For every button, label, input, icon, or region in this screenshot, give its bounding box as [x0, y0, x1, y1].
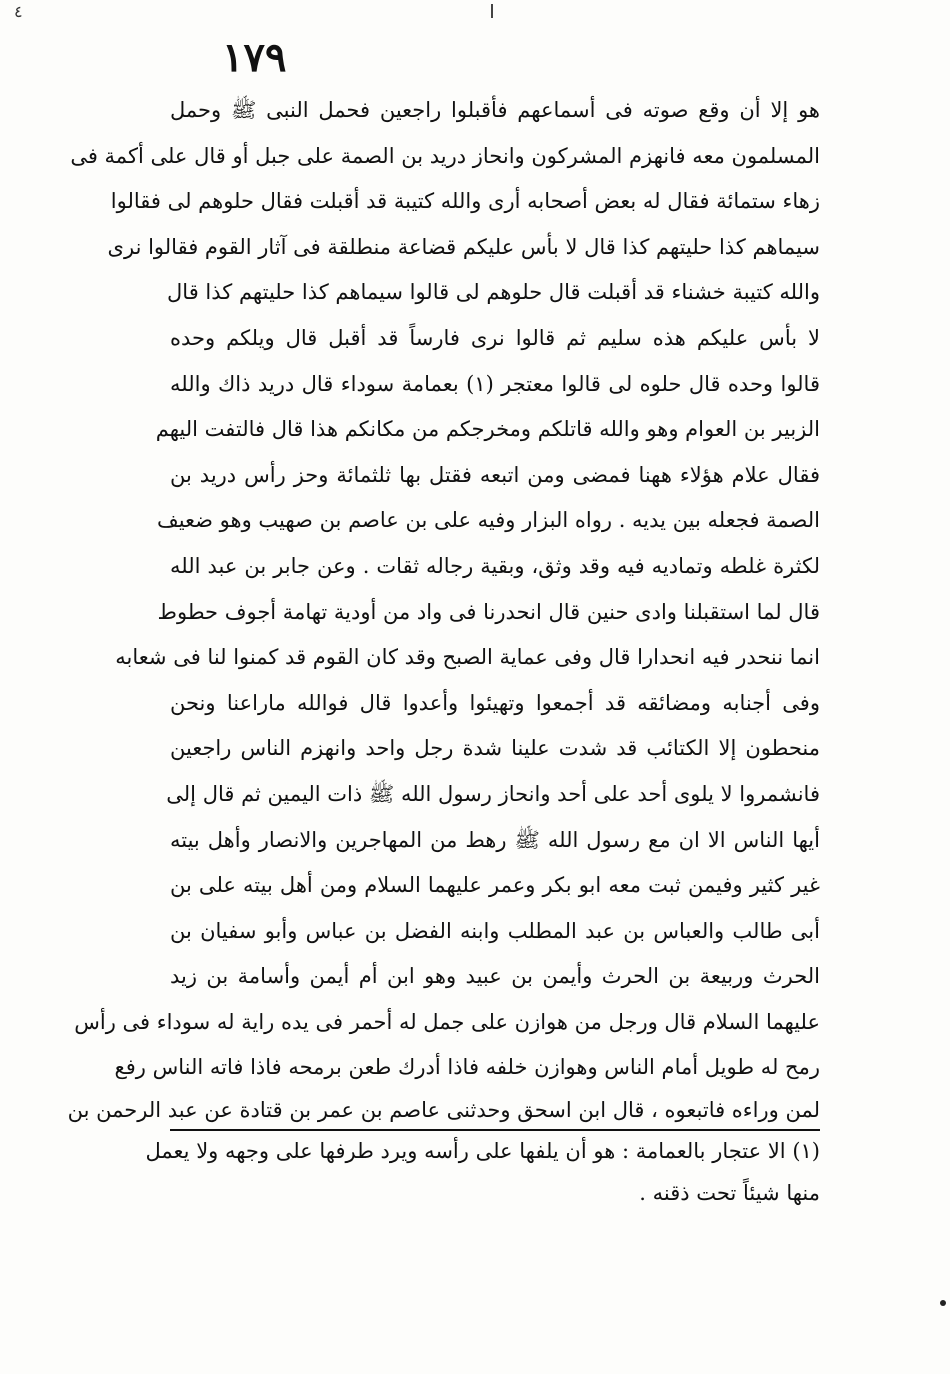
text-line: قالوا وحده قال حلوه لى قالوا معتجر (١) بعمامة سوداء قال دريد ذاك والله [170, 371, 820, 396]
text-line: انما ننحدر فيه انحدارا قال وفى عماية الصبح وقد كان القوم قد كمنوا لنا فى شعابه [115, 645, 820, 670]
top-margin-tick [491, 4, 493, 18]
text-line: سيماهم كذا حليتهم كذا قال لا بأس عليكم قضاعة منطلقة فى آثار القوم فقالوا نرى [107, 234, 820, 259]
corner-mark: ٤ [14, 2, 23, 21]
text-line: لمن وراءه فاتبعوه ، قال ابن اسحق وحدثنى عاصم بن عمر بن قتادة عن عبد الرحمن بن [170, 1091, 820, 1131]
footnote-line: منها شيئاً تحت ذقنه . [639, 1181, 820, 1205]
text-line: عليهما السلام قال ورجل من هوازن على جمل له أحمر فى يده راية له سوداء فى رأس [74, 1009, 820, 1034]
text-line: لكثرة غلطه وتماديه فيه وقد وثق، وبقية رجاله ثقات . وعن جابر بن عبد الله [170, 553, 820, 578]
text-line: منحطون إلا الكتائب قد شدت علينا شدة رجل واحد وانهزم الناس راجعين [170, 736, 820, 761]
text-line: الصمة فجعله بين يديه . رواه البزار وفيه على بن عاصم بن صهيب وهو ضعيف [156, 508, 820, 533]
text-line: غير كثير وفيمن ثبت معه ابو بكر وعمر عليهما السلام ومن أهل بيته على بن [170, 873, 820, 898]
text-line: الزبير بن العوام وهو والله قاتلكم ومخرجكم من مكانكم هذا قال فالتفت اليهم [155, 417, 820, 442]
text-line: فقال علام هؤلاء ههنا فمضى ومن اتبعه فقتل بها ثلثمائة وحز رأس دريد بن [170, 462, 820, 487]
page-number: ١٧٩ [222, 34, 287, 81]
main-text-block [67, 88, 820, 1131]
text-line: هو إلا أن وقع صوته فى أسماعهم فأقبلوا راجعين فحمل النبى ﷺ وحمل [170, 98, 820, 122]
text-line: أبى طالب والعباس بن عبد المطلب وابنه الفضل بن عباس وأبو سفيان بن [170, 918, 820, 943]
footnote [145, 1130, 820, 1214]
text-line: وفى أجنابه ومضائقه قد أجمعوا وتهيئوا وأعدوا قال فوالله ماراعنا ونحن [170, 690, 820, 715]
text-line: أيها الناس الا ان مع رسول الله ﷺ رهط من المهاجرين والانصار وأهل بيته [170, 827, 820, 852]
footnote-line: (١) الا عتجار بالعمامة : هو أن يلفها على رأسه ويرد طرفها على وجهه ولا يعمل [145, 1139, 820, 1163]
margin-speck [940, 1300, 946, 1306]
text-line: لا بأس عليكم هذه سليم ثم قالوا نرى فارساً قد أقبل قال ويلكم وحده [170, 325, 820, 350]
text-line: رمح له طويل أمام الناس وهوازن خلفه فاذا أدرك طعن برمحه فاذا فاته الناس رفع [114, 1055, 820, 1080]
text-line: زهاء ستمائة فقال له بعض أصحابه أرى والله كتيبة قد أقبلت فقال حلوهم لى فقالوا [110, 189, 820, 214]
text-line: والله كتيبة خشناء قد أقبلت قال حلوهم لى قالوا سيماهم كذا حليتهم كذا قال [167, 280, 820, 305]
text-line: المسلمون معه فانهزم المشركون وانحاز دريد بن الصمة على جبل أو قال على أكمة فى [70, 143, 820, 168]
text-line: فانشمروا لا يلوى أحد على أحد وانحاز رسول الله ﷺ ذات اليمين ثم قال إلى [166, 781, 820, 806]
text-line: قال لما استقبلنا وادى حنين قال انحدرنا فى واد من أودية تهامة أجوف حطوط [157, 599, 820, 624]
text-line: الحرث وربيعة بن الحرث وأيمن بن عبيد وهو ابن أم أيمن وأسامة بن زيد [170, 964, 820, 989]
